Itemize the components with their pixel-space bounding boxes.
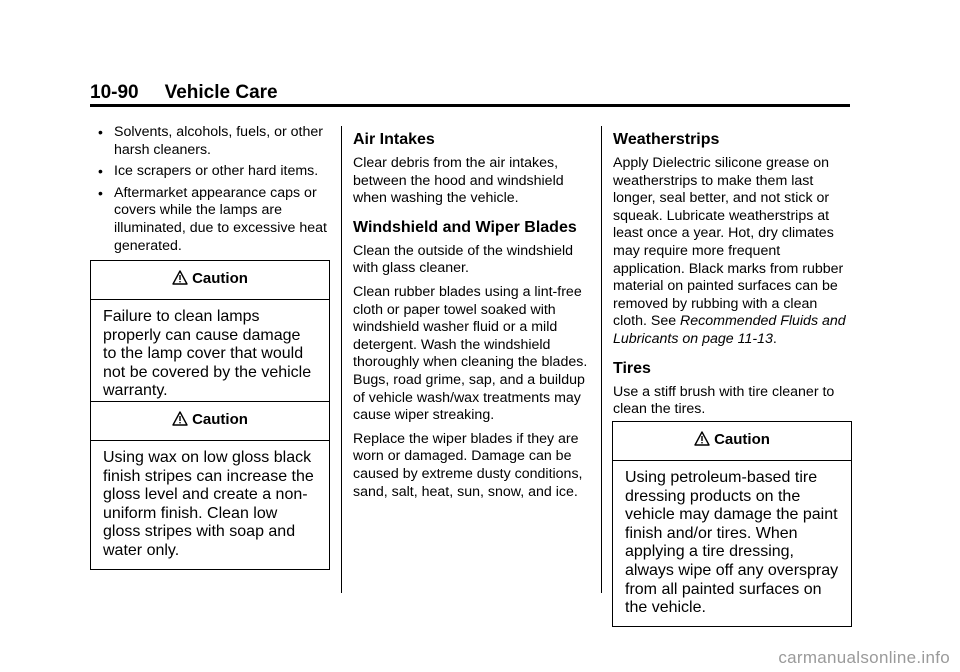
column-1 [92, 124, 330, 259]
paragraph: Clear debris from the air intakes, between the hood and windshield when washing the vehicle. [353, 155, 564, 207]
bullet-icon: • [98, 163, 103, 180]
heading-wiper-blades: Windshield and Wiper Blades [353, 218, 577, 236]
caution-body: Using wax on low gloss black finish stripes can increase the gloss level and create a non-uniform finish. Clean low gloss stripes with soap and water only. [103, 449, 314, 559]
bullet-icon: • [98, 124, 103, 140]
caution-header: Caution [613, 422, 851, 461]
paragraph: Use a stiff brush with tire cleaner to clean the tires. [613, 383, 835, 418]
caution-header: Caution [91, 261, 329, 300]
caution-body: Failure to clean lamps properly can cause damage to the lamp cover that would not be covered by the vehicle warranty. [103, 308, 312, 400]
page-number: 10-90 [90, 82, 139, 103]
list-item: • Ice scrapers or other hard items. [98, 163, 319, 180]
caution-box-tires [612, 421, 852, 627]
cross-reference-link[interactable]: Recommended Fluids and Lubricants on page 11-13 [613, 313, 846, 347]
caution-box-lamps [90, 260, 330, 410]
paragraph: Replace the wiper blades if they are worn or damaged. Damage can be caused by extreme dusty conditions, sand, salt, heat, sun, snow, and ice. [353, 430, 583, 500]
list-item: • Solvents, alcohols, fuels, or other harsh cleaners. [98, 124, 323, 158]
paragraph: Clean the outside of the windshield with glass cleaner. [353, 242, 574, 277]
warning-triangle-icon [172, 411, 188, 426]
caution-box-wax [90, 401, 330, 570]
paragraph: Clean rubber blades using a lint-free cloth or paper towel soaked with windshield washer fluid or a mild detergent. Wash the windshield thoroughly when cleaning the blades. Bugs, road grime, sap, and a buildup of vehicle wash/wax treatments may cause wiper streaking. [353, 283, 588, 424]
warning-triangle-icon [172, 270, 188, 285]
list-item: • Aftermarket appearance caps or covers while the lamps are illuminated, due to excessive heat generated. [98, 184, 327, 254]
heading-tires: Tires [613, 359, 651, 377]
caution-body: Using petroleum-based tire dressing products on the vehicle may damage the paint finish and/or tires. When applying a tire dressing, always wipe off any overspray from all painted surfaces on the vehicle. [625, 469, 839, 617]
bullet-list [92, 124, 330, 255]
column-divider-1 [341, 126, 342, 593]
paragraph: Apply Dielectric silicone grease on weatherstrips to make them last longer, seal better, and not stick or squeak. Lubricate weatherstrips at least once a year. Hot, dry climates may require more frequent application. Black marks from rubber material on painted surfaces can be removed by rubbing with a clean cloth. See Recommended Fluids and Lubricants on page 11-13. [613, 155, 846, 347]
column-3 [613, 130, 851, 425]
caution-header: Caution [91, 402, 329, 441]
heading-weatherstrips: Weatherstrips [613, 131, 720, 148]
bullet-icon: • [98, 184, 103, 201]
column-2 [353, 130, 591, 507]
section-title: Vehicle Care [164, 82, 278, 103]
header-rule [90, 104, 850, 107]
page-header [90, 82, 278, 104]
heading-air-intakes: Air Intakes [353, 131, 435, 148]
column-divider-2 [601, 126, 602, 593]
watermark: carmanualsonline.info [778, 648, 950, 667]
warning-triangle-icon [694, 431, 710, 446]
